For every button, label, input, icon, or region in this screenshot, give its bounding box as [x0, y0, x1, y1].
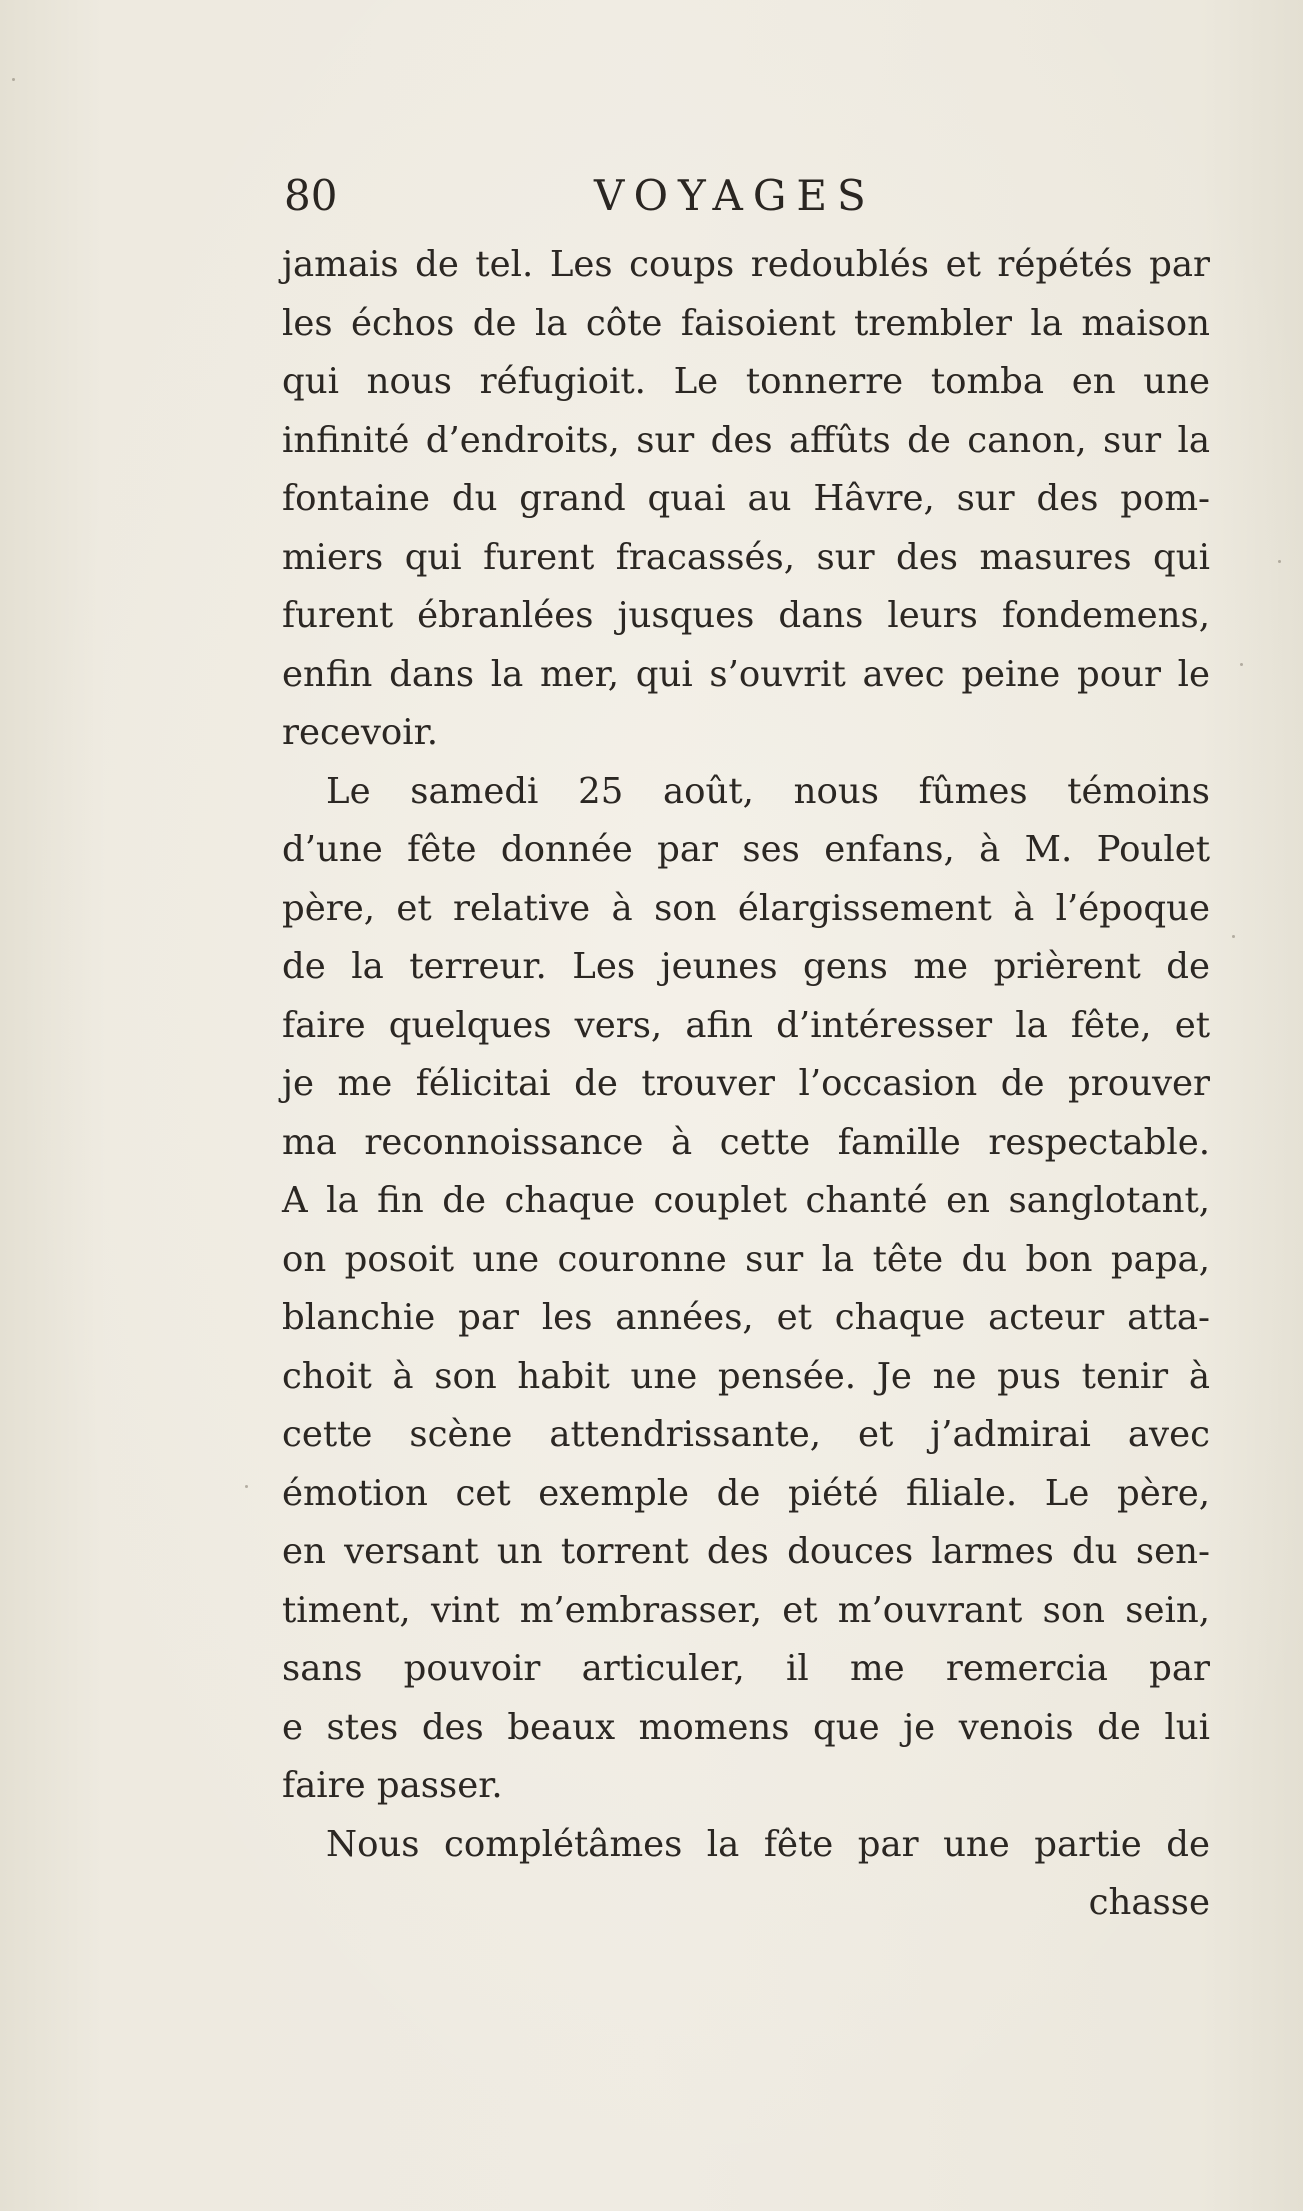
text-line: faire passer.	[282, 1765, 503, 1806]
text-line: blanchie par les années, et chaque acteur atta-	[282, 1297, 1210, 1338]
text-line: cette scène attendrissante, et j’admirai avec	[282, 1414, 1210, 1455]
body-text	[282, 236, 1210, 1933]
text-line: qui nous réfugioit. Le tonnerre tomba en une	[282, 361, 1210, 402]
text-line: recevoir.	[282, 712, 439, 753]
page-number: 80	[284, 171, 338, 220]
text-line: choit à son habit une pensée. Je ne pus tenir à	[282, 1355, 1210, 1397]
paper-speck	[1232, 935, 1235, 938]
text-line: A la fin de chaque couplet chanté en sanglotant,	[282, 1180, 1210, 1221]
text-line: d’une fête donnée par ses enfans, à M. Poulet	[282, 829, 1210, 870]
text-line: miers qui furent fracassés, sur des masures qui	[282, 536, 1210, 578]
text-line: père, et relative à son élargissement à l’époque	[282, 887, 1210, 929]
text-line: Nous complétâmes la fête par une partie de	[326, 1823, 1210, 1865]
text-line: sans pouvoir articuler, il me remercia par	[282, 1648, 1210, 1689]
text-line: je me félicitai de trouver l’occasion de prouver	[282, 1063, 1210, 1104]
text-line: faire quelques vers, afin d’intéresser la fête, et	[282, 1004, 1210, 1046]
text-line: de la terreur. Les jeunes gens me prièrent de	[282, 946, 1210, 987]
text-line: Le samedi 25 août, nous fûmes témoins	[326, 770, 1210, 812]
text-line: infinité d’endroits, sur des affûts de canon, sur la	[282, 419, 1210, 461]
catchword: chasse	[1088, 1882, 1210, 1923]
page-header	[284, 166, 1214, 226]
text-line: les échos de la côte faisoient trembler la maison	[282, 302, 1210, 344]
text-line: émotion cet exemple de piété filiale. Le père,	[282, 1472, 1210, 1514]
text-line: on posoit une couronne sur la tête du bon papa,	[282, 1238, 1210, 1280]
text-line: en versant un torrent des douces larmes du sen-	[282, 1531, 1210, 1572]
paper-speck	[245, 1485, 248, 1488]
text-line: ma reconnoissance à cette famille respectable.	[282, 1121, 1210, 1163]
text-line: fontaine du grand quai au Hâvre, sur des pom-	[282, 478, 1210, 519]
text-line: enfin dans la mer, qui s’ouvrit avec peine pour le	[282, 653, 1210, 695]
text-line: timent, vint m’embrasser, et m’ouvrant son sein,	[282, 1589, 1210, 1631]
paper-speck	[12, 78, 15, 81]
paper-speck	[1240, 663, 1243, 666]
running-head: VOYAGES	[594, 171, 876, 220]
text-line: furent ébranlées jusques dans leurs fondemens,	[282, 595, 1210, 636]
text-line: e stes des beaux momens que je venois de lui	[282, 1706, 1210, 1748]
paper-speck	[1278, 560, 1281, 563]
text-line: jamais de tel. Les coups redoublés et répétés par	[282, 244, 1210, 285]
